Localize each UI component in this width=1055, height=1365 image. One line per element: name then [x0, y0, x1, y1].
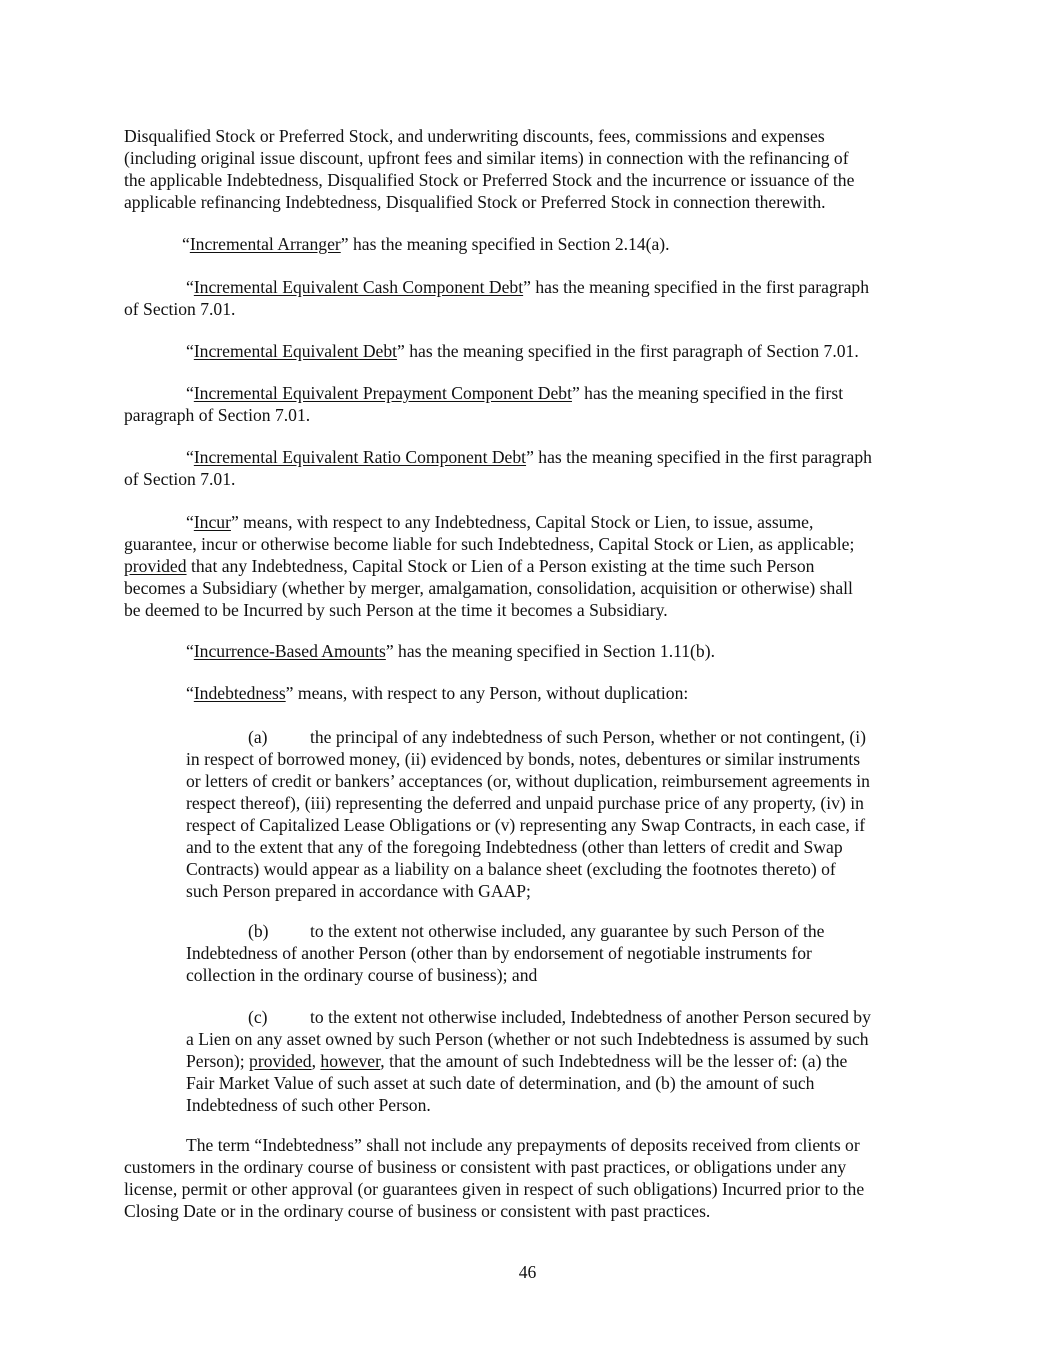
text-line: Closing Date or in the ordinary course of business or consistent with past practices.: [124, 1201, 711, 1221]
text-line: paragraph of Section 7.01.: [124, 405, 311, 425]
defined-term: Incur: [193, 512, 231, 532]
clause-label: (c): [248, 1007, 268, 1027]
defined-term: Incremental Equivalent Ratio Component Debt: [193, 447, 527, 467]
definition-text: ” has the meaning specified in Section 2.14(a).: [340, 234, 670, 254]
text-line: Fair Market Value of such asset at such date of determination, and (b) the amount of such: [186, 1073, 815, 1093]
text-run: to the extent not otherwise included, any guarantee by such Person of the: [310, 921, 825, 941]
text-run: Person);: [186, 1051, 250, 1071]
text-line: a Lien on any asset owned by such Person (whether or not such Indebtedness is assumed by such: [186, 1029, 869, 1049]
text-line: [186, 1050, 847, 1072]
definition-text: ” means, with respect to any Person, without duplication:: [285, 683, 689, 703]
text-line: [248, 726, 866, 748]
text-line: and to the extent that any of the foregoing Indebtedness (other than letters of credit and Swap: [186, 837, 843, 857]
text-run: ,: [311, 1051, 321, 1071]
text-line: Contracts) would appear as a liability on a balance sheet (excluding the footnotes thereto) of: [186, 859, 836, 879]
text-line: [182, 233, 670, 255]
text-line: becomes a Subsidiary (whether by merger, amalgamation, consolidation, acquisition or otherwise) shall: [124, 578, 853, 598]
quote-open: “: [186, 383, 194, 403]
text-line: respect thereof), (iii) representing the deferred and unpaid purchase price of any property, (iv) in: [186, 793, 864, 813]
text-line: the applicable Indebtedness, Disqualified Stock or Preferred Stock and the incurrence or issuance of the: [124, 170, 855, 190]
text-line: [186, 446, 872, 468]
emphasis-provided: provided: [124, 556, 187, 576]
clause-label: (b): [248, 921, 269, 941]
emphasis-provided: provided: [249, 1051, 312, 1071]
text-line: [186, 511, 813, 533]
text-line: [186, 340, 859, 362]
text-line: guarantee, incur or otherwise become liable for such Indebtedness, Capital Stock or Lien, as applicable;: [124, 534, 855, 554]
emphasis-however: however: [320, 1051, 381, 1071]
defined-term: Incremental Arranger: [189, 234, 341, 254]
text-run: to the extent not otherwise included, Indebtedness of another Person secured by: [310, 1007, 871, 1027]
quote-open: “: [186, 641, 194, 661]
text-line: of Section 7.01.: [124, 469, 236, 489]
text-line: in respect of borrowed money, (ii) evidenced by bonds, notes, debentures or similar instruments: [186, 749, 861, 769]
text-line: Indebtedness of such other Person.: [186, 1095, 431, 1115]
text-line: Indebtedness of another Person (other than by endorsement of negotiable instruments for: [186, 943, 812, 963]
text-line: Disqualified Stock or Preferred Stock, and underwriting discounts, fees, commissions and expenses: [124, 126, 825, 146]
quote-open: “: [182, 234, 190, 254]
text-line: [186, 276, 869, 298]
defined-term: Incurrence-Based Amounts: [193, 641, 386, 661]
text-line: [186, 682, 688, 704]
text-line: or letters of credit or bankers’ acceptances (or, without duplication, reimbursement agreements in: [186, 771, 870, 791]
text-line: license, permit or other approval (or guarantees given in respect of such obligations) Incurred prior to the: [124, 1179, 865, 1199]
text-run: , that the amount of such Indebtedness will be the lesser of: (a) the: [380, 1051, 848, 1071]
clause-label: (a): [248, 727, 268, 747]
definition-text: ” has the meaning specified in the first paragraph of Section 7.01.: [397, 341, 859, 361]
text-line: of Section 7.01.: [124, 299, 236, 319]
text-line: [186, 382, 843, 404]
text-line: collection in the ordinary course of business); and: [186, 965, 538, 985]
text-line: such Person prepared in accordance with GAAP;: [186, 881, 531, 901]
quote-open: “: [186, 341, 194, 361]
defined-term: Indebtedness: [193, 683, 286, 703]
definition-text: ” means, with respect to any Indebtedness, Capital Stock or Lien, to issue, assume,: [230, 512, 814, 532]
quote-open: “: [186, 683, 194, 703]
text-line: [248, 1006, 871, 1028]
quote-open: “: [186, 512, 194, 532]
text-line: applicable refinancing Indebtedness, Disqualified Stock or Preferred Stock in connection therewith.: [124, 192, 826, 212]
text-line: [124, 555, 814, 577]
text-line: customers in the ordinary course of business or consistent with past practices, or obligations under any: [124, 1157, 847, 1177]
definition-text: ” has the meaning specified in the first: [571, 383, 844, 403]
text-line: (including original issue discount, upfront fees and similar items) in connection with the refinancing of: [124, 148, 849, 168]
definition-text: ” has the meaning specified in Section 1.11(b).: [385, 641, 715, 661]
page-number: 46: [518, 1262, 537, 1282]
definition-text: ” has the meaning specified in the first paragraph: [526, 447, 872, 467]
definition-text: ” has the meaning specified in the first paragraph: [523, 277, 870, 297]
defined-term: Incremental Equivalent Prepayment Component Debt: [193, 383, 572, 403]
text-line: [248, 920, 824, 942]
quote-open: “: [186, 277, 194, 297]
quote-open: “: [186, 447, 194, 467]
text-line: be deemed to be Incurred by such Person at the time it becomes a Subsidiary.: [124, 600, 668, 620]
text-line: respect of Capitalized Lease Obligations or (v) representing any Swap Contracts, in each case, if: [186, 815, 866, 835]
text-line: [186, 640, 715, 662]
text-run: the principal of any indebtedness of such Person, whether or not contingent, (i): [310, 727, 867, 747]
defined-term: Incremental Equivalent Debt: [193, 341, 398, 361]
defined-term: Incremental Equivalent Cash Component Debt: [193, 277, 524, 297]
text-run: that any Indebtedness, Capital Stock or Lien of a Person existing at the time such Person: [186, 556, 815, 576]
text-line: The term “Indebtedness” shall not include any prepayments of deposits received from clients or: [186, 1135, 860, 1155]
